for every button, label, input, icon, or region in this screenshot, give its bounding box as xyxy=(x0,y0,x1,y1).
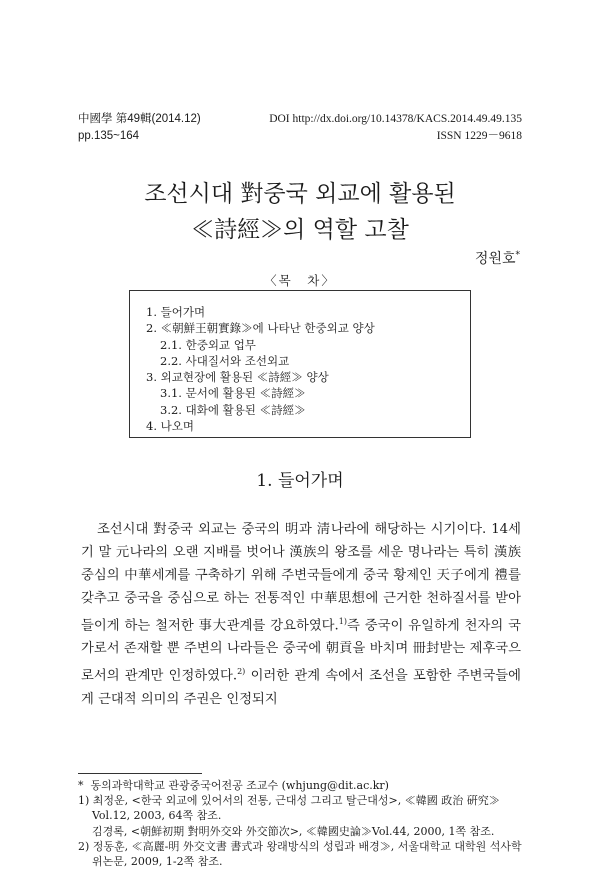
doi-link[interactable]: DOI http://dx.doi.org/10.14378/KACS.2014.49.49.135 xyxy=(269,113,522,125)
identifier-header xyxy=(269,111,522,145)
author xyxy=(475,248,520,268)
footnote-item xyxy=(78,839,524,869)
title-line-2: ≪詩經≫의 역할 고찰 xyxy=(191,217,409,243)
toc-heading: 〈목 차〉 xyxy=(264,273,336,288)
paper-title xyxy=(60,176,540,248)
footnote-text: 동의과학대학교 관광중국어전공 조교수 (whjung@dit.ac.kr) xyxy=(90,779,389,792)
footnote-ref-2[interactable]: 2) xyxy=(237,667,246,677)
footnote-ref-1[interactable]: 1) xyxy=(338,617,347,626)
footnote-text: 최정운, <한국 외교에 있어서의 전통, 근대성 그리고 탈근대성>, ≪韓國 政治 硏究≫ Vol.12, 2003, 64쪽 참조. xyxy=(92,794,500,823)
footnote-text: 김경록, <朝鮮初期 對明外交와 外交節次>, ≪韓國史論≫Vol.44, 2000, 1쪽 참조. xyxy=(92,824,495,838)
footnote-mark: 2) xyxy=(78,839,90,853)
paragraph-text: 즉 중국이 유일하게 천자의 국가로서 존재할 뿐 주변의 나라들은 중국에 朝貢을 바치며 冊封받는 제후국으로서의 관계만 인정하였다. xyxy=(81,618,521,684)
table-of-contents xyxy=(146,304,375,434)
paragraph-text: 이러한 관계 속에서 조선을 포함한 주변국들에게 근대적 의미의 주권은 인정되지 xyxy=(81,668,521,707)
issn: ISSN 1229－9618 xyxy=(436,130,522,142)
toc-item: 2.1. 한중외교 업무 xyxy=(160,337,256,352)
paragraph-text: 조선시대 對중국 외교는 중국의 明과 淸나라에 해당하는 시기이다. 14세기 말 元나라의 오랜 지배를 벗어나 漢族의 왕조를 세운 명나라는 특히 漢族 중심의 中華세계를 구축하기 위해 주변국들에게 중국 황제인 天子에게 禮를 갖추고 중국을 중심으로 하는 전통적인 中華思想에 근거한 천하질서를 받아들이게 하는 철저한 事大관계를 강요하였다. xyxy=(81,522,521,634)
journal-header xyxy=(78,111,201,145)
toc-item: 3.1. 문서에 활용된 ≪詩經≫ xyxy=(160,386,306,401)
section-heading: 1. 들어가며 xyxy=(256,471,344,491)
page-range: pp.135~164 xyxy=(78,130,140,142)
footnotes xyxy=(78,778,524,869)
footnote-divider xyxy=(78,773,202,774)
toc-item: 1. 들어가며 xyxy=(146,305,206,319)
toc-item: 3.2. 대화에 활용된 ≪詩經≫ xyxy=(160,402,306,417)
footnote-mark: * xyxy=(78,779,84,792)
body-paragraph xyxy=(81,518,521,711)
toc-item: 3. 외교현장에 활용된 ≪詩經≫ 양상 xyxy=(146,370,329,385)
footnote-mark: 1) xyxy=(78,794,90,808)
journal-issue: 中國學 第49輯(2014.12) xyxy=(78,113,201,125)
toc-item: 2. ≪朝鮮王朝實錄≫에 나타난 한중외교 양상 xyxy=(146,321,375,336)
footnote-item xyxy=(78,824,524,839)
toc-item: 4. 나오며 xyxy=(146,419,194,434)
toc-item: 2.2. 사대질서와 조선외교 xyxy=(160,353,290,368)
author-name: 정원호 xyxy=(474,251,516,267)
footnote-item xyxy=(78,778,524,793)
author-footnote-mark: * xyxy=(515,250,520,261)
footnote-text: 정동훈, ≪高麗-明 外交文書 書式과 왕래방식의 성립과 배경≫, 서울대학교 대학원 석사학위논문, 2009, 1-2쪽 참조. xyxy=(92,839,522,869)
footnote-item xyxy=(78,793,524,823)
title-line-1: 조선시대 對중국 외교에 활용된 xyxy=(144,181,456,207)
